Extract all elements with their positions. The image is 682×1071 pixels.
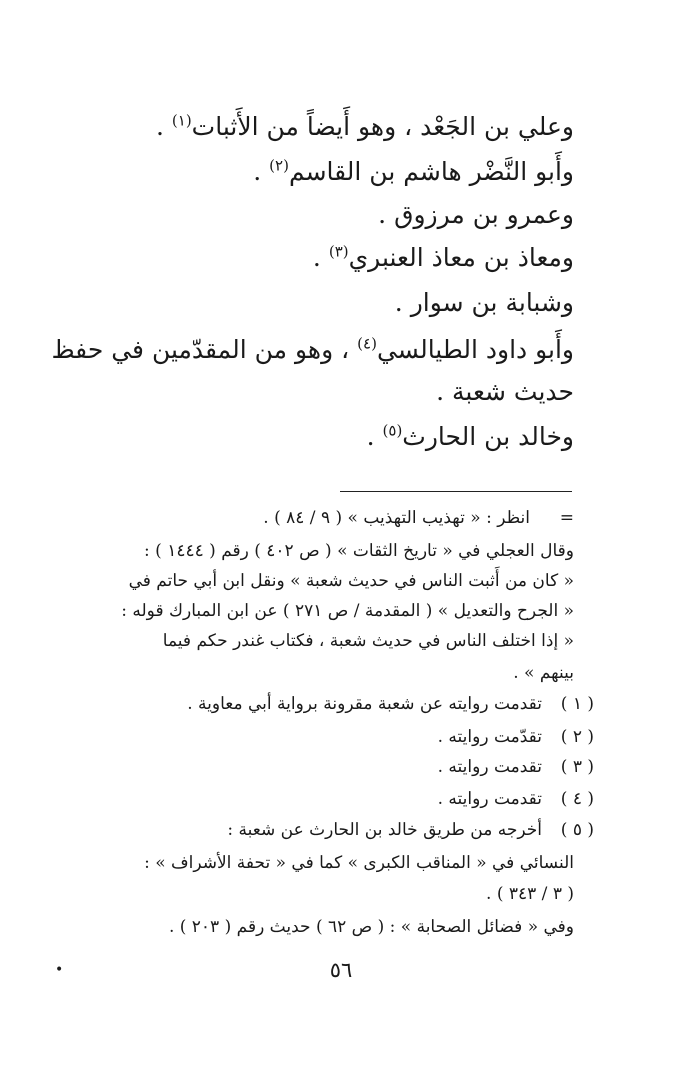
main-line-text: وعلي بن الجَعْد ، وهو أَيضاً من الأَثبات (191, 112, 574, 141)
footnote-5-line-2: النسائي في « المناقب الكبرى » كما في « تحفة الأشراف » : (144, 853, 574, 873)
continued-footnote-line-5: « إذا اختلف الناس في حديث شعبة ، فكتاب غندر حكم فيما (162, 631, 574, 651)
margin-mark: • (55, 962, 64, 978)
main-line-text: وأَبو النَّضْر هاشم بن القاسم (288, 157, 574, 186)
footnote-ref: (١) (171, 111, 192, 130)
footnote-separator (340, 491, 572, 492)
main-line-3 (378, 200, 574, 230)
continued-footnote-line-3: « كان من أَثبت الناس في حديث شعبة » ونقل ابن أبي حاتم في (128, 571, 574, 591)
main-line-tail: . (155, 112, 172, 141)
footnote-ref: (٣) (328, 242, 349, 261)
main-line-text: حديث شعبة . (436, 377, 574, 406)
main-line-text: ومعاذ بن معاذ العنبري (348, 243, 574, 272)
main-line-1 (156, 112, 574, 142)
continued-footnote-line-4: « الجرح والتعديل » ( المقدمة / ص ٢٧١ ) عن ابن المبارك قوله : (121, 601, 574, 621)
main-line-8 (367, 422, 574, 452)
continuation-marker: = (559, 508, 574, 528)
footnote-number-1: ( ١ ) (560, 694, 594, 714)
footnote-4-line-1: تقدمت روايته . (437, 789, 542, 809)
main-line-5 (395, 288, 574, 318)
footnote-number-2: ( ٢ ) (560, 727, 594, 747)
main-line-4 (313, 243, 574, 273)
main-line-tail: . (312, 243, 329, 272)
footnote-5-line-1: أخرجه من طريق خالد بن الحارث عن شعبة : (227, 820, 542, 840)
main-line-tail: . (366, 422, 383, 451)
footnote-ref: (٥) (382, 421, 403, 440)
continued-footnote-line-6: بينهم » . (513, 663, 574, 683)
continued-footnote-line-1: انظر : « تهذيب التهذيب » ( ٩ / ٨٤ ) . (263, 508, 530, 528)
footnote-1-line-1: تقدمت روايته عن شعبة مقرونة برواية أبي معاوية . (187, 694, 542, 714)
main-line-7 (436, 377, 574, 407)
footnote-2-line-1: تقدّمت روايته . (437, 727, 542, 747)
footnote-5-line-4: وفي « فضائل الصحابة » : ( ص ٦٢ ) حديث رقم ( ٢٠٣ ) . (168, 917, 574, 937)
main-line-text: وعمرو بن مرزوق . (378, 200, 574, 229)
footnote-number-5: ( ٥ ) (560, 820, 594, 840)
main-line-2 (253, 157, 574, 187)
main-line-text: وخالد بن الحارث (402, 422, 574, 451)
footnote-3-line-1: تقدمت روايته . (437, 757, 542, 777)
main-line-6 (51, 335, 574, 365)
footnote-ref: (٤) (357, 334, 377, 353)
main-line-text: وأَبو داود الطيالسي (376, 335, 574, 364)
continued-footnote-line-2: وقال العجلي في « تاريخ الثقات » ( ص ٤٠٢ ) رقم ( ١٤٤٤ ) : (144, 541, 574, 561)
footnote-number-3: ( ٣ ) (560, 757, 594, 777)
footnote-number-4: ( ٤ ) (560, 789, 594, 809)
footnote-5-line-3: ( ٣ / ٣٤٣ ) . (486, 884, 574, 904)
main-line-tail: ، وهو من المقدّمين في حفظ (51, 335, 358, 364)
main-line-text: وشبابة بن سوار . (394, 288, 574, 317)
page-number: ٥٦ (329, 958, 353, 982)
main-line-tail: . (253, 157, 270, 186)
footnote-ref: (٢) (269, 156, 289, 175)
